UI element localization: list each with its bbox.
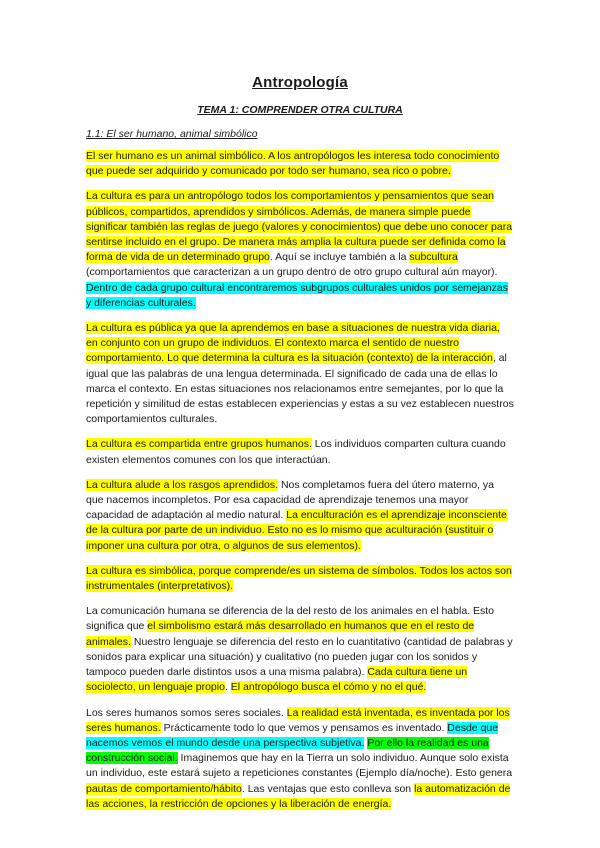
paragraph [86,478,514,554]
highlighted-text: el simbolismo estará más desarrollado en humanos que en el resto de animales. [86,620,475,648]
highlighted-text: Dentro de cada grupo cultural encontraremos subgrupos culturales unidos por semejanzas y diferencias culturales. [86,281,508,309]
highlighted-text: La cultura alude a los rasgos aprendidos. [86,478,279,491]
highlighted-text: La cultura es pública ya que la aprendemos en base a situaciones de nuestra vida diaria, en conjunto con un grupo de individuos. El contexto marca el sentido de nuestro comportamiento. Lo que determina la cultura es la situación (contexto) de la interacción [86,322,500,365]
highlighted-text: subcultura [409,251,458,264]
highlighted-text: La cultura es simbólica, porque comprende/es un sistema de símbolos. Todos los actos son instrumentales (interpretativos). [86,564,512,593]
highlighted-text: pautas de comportamiento/hábito [86,782,242,795]
text-run: Imaginemos que hay en la Tierra un solo individuo. Aunque solo exista un individuo, este estará sujeto a repeticiones constantes (Ejemplo día/noche). Esto genera [86,752,513,780]
highlighted-text: La cultura es para un antropólogo todos los comportamientos y pensamientos que sean públicos, compartidos, aprendidos y simbólicos. Además, de manera simple puede significar también las reglas de juego (valores y conocimientos) que debe uno conocer para sentirse incluido en el grupo. De manera más amplia la cultura puede ser definida como la forma de vida de un determinado grupo [86,190,513,264]
text-run: Los individuos comparten cultura cuando existen elementos comunes con los que interactúan. [86,438,506,466]
text-run: Nos completamos fuera del útero materno, ya que nacemos incompletos. Por esa capacidad de aprendizaje tenemos una mayor capacidad de adaptación al medio natural. [86,478,494,522]
text-run: , al igual que las palabras de una lengua determinada. El significado de cada una de ellas lo marca el contexto. En estas situaciones nos relacionamos entre semejantes, por lo que la repetición y similitud de estas establecen experiencias y estas a su vez establecen nuestros comportamientos culturales. [86,352,514,426]
paragraph [86,437,514,467]
text-run: . [224,681,231,694]
paragraph [86,564,514,594]
paragraph [86,149,514,179]
highlighted-text: La realidad está inventada, es inventada por los seres humanos. [86,706,510,734]
text-run: . Las ventajas que esto conlleva son [241,782,415,795]
paragraph [86,321,514,427]
text-run: La comunicación humana se diferencia de la del resto de los animales en el habla. Esto significa que [86,605,494,633]
text-run: Nuestro lenguaje se diferencia del resto en lo cuantitativo (cantidad de palabras y sonidos para explicar una situación) y cualitativo (no pueden jugar con los sonidos y tampoco pueden darle distintos usos a una misma palabra). [86,635,513,679]
text-run: Prácticamente todo lo que vemos y pensamos es inventado. [160,721,448,734]
highlighted-text: la automatización de las acciones, la restricción de opciones y la liberación de energía. [86,782,511,810]
highlighted-text: Por ello la realidad es una construcción social. [86,736,489,765]
highlighted-text: El ser humano es un animal simbólico. A los antropólogos les interesa todo conocimiento que puede ser adquirido y comunicado por todo ser humano, sea rico o pobre. [86,150,500,178]
text-run: Los seres humanos somos seres sociales. [86,706,287,719]
document-body [86,149,514,812]
section-heading: 1.1: El ser humano, animal simbólico [86,128,258,140]
paragraph [86,604,514,695]
highlighted-text: Desde que nacemos vemos el mundo desde una perspectiva subjetiva. [86,721,499,749]
highlighted-text: El antropólogo busca el cómo y no el qué. [230,681,427,694]
highlighted-text: La cultura es compartida entre grupos humanos. [86,438,312,451]
topic-heading: TEMA 1: COMPRENDER OTRA CULTURA [197,104,403,116]
text-run: (comportamientos que caracterizan a un grupo dentro de otro grupo cultural aún mayor). [86,266,498,279]
highlighted-text: La enculturación es el aprendizaje inconsciente de la cultura por parte de un individuo. Esto no es lo mismo que aculturación (sustituir o imponer una cultura por otra, o algunos de sus elementos). [86,509,507,552]
paragraph [86,189,514,311]
highlighted-text: Cada cultura tiene un sociolecto, un lenguaje propio [86,666,468,694]
paragraph [86,706,514,812]
text-run: . Aquí se incluye también a la [269,251,410,264]
document-title: Antropología [252,74,348,91]
